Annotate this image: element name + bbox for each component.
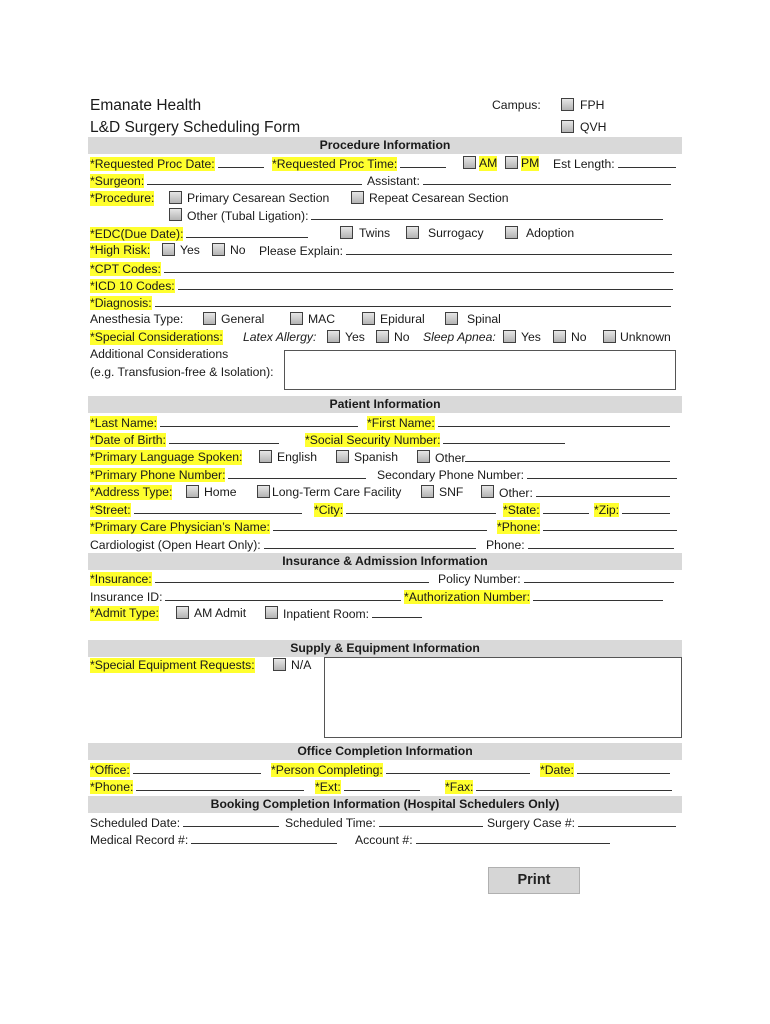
insurance-id-label: Insurance ID: [90,590,163,604]
first-name-field[interactable] [438,415,670,427]
high-risk-yes-checkbox[interactable] [162,243,175,256]
general-label: General [221,312,265,326]
adoption-label: Adoption [526,226,575,240]
na-label: N/A [291,658,312,672]
latex-yes-label: Yes [345,330,365,344]
procedure-label: *Procedure: [90,191,155,205]
inpatient-room-field[interactable] [372,606,422,618]
sleep-unknown-checkbox[interactable] [603,330,616,343]
language-other-field[interactable] [465,450,670,462]
authorization-field[interactable] [533,589,663,601]
snf-label: SNF [439,485,464,499]
supply-section-header: Supply & Equipment Information [88,640,682,657]
pcp-label: *Primary Care Physician’s Name: [90,520,270,534]
diagnosis-field[interactable] [155,295,671,307]
na-checkbox[interactable] [273,658,286,671]
state-field[interactable] [543,502,589,514]
campus-qvh-checkbox[interactable] [561,120,574,133]
cpt-label: *CPT Codes: [90,262,161,276]
procedure-section-header: Procedure Information [88,137,682,154]
secondary-phone-label: Secondary Phone Number: [377,468,525,482]
date-field[interactable] [577,762,670,774]
address-type-label: *Address Type: [90,485,173,499]
state-label: *State: [503,503,540,517]
admit-type-label: *Admit Type: [90,606,159,620]
policy-number-label: Policy Number: [438,572,521,586]
person-completing-field[interactable] [386,762,530,774]
dob-field[interactable] [169,432,279,444]
anesthesia-label: Anesthesia Type: [90,312,184,326]
english-label: English [277,450,317,464]
icd-label: *ICD 10 Codes: [90,279,175,293]
am-label: AM [479,156,498,170]
spanish-checkbox[interactable] [336,450,349,463]
person-completing-label: *Person Completing: [271,763,383,777]
est-length-field[interactable] [618,156,676,168]
office-phone-field[interactable] [136,779,304,791]
account-field[interactable] [416,832,610,844]
address-other-checkbox[interactable] [481,485,494,498]
additional-considerations-example: (e.g. Transfusion-free & Isolation): [90,365,274,379]
repeat-cesarean-label: Repeat Cesarean Section [369,191,509,205]
scheduled-time-label: Scheduled Time: [285,816,376,830]
account-label: Account #: [355,833,413,847]
cardiologist-phone-label: Phone: [486,538,525,552]
zip-label: *Zip: [594,503,620,517]
scheduled-time-field[interactable] [379,815,483,827]
surgery-case-label: Surgery Case #: [487,816,576,830]
assistant-field[interactable] [423,173,671,185]
language-other-label: Other [435,451,466,465]
office-phone-label: *Phone: [90,780,134,794]
pcp-phone-field[interactable] [543,519,677,531]
req-date-field[interactable] [218,156,264,168]
date-label: *Date: [540,763,574,777]
language-other-checkbox[interactable] [417,450,430,463]
pm-label: PM [521,156,540,170]
am-checkbox[interactable] [463,156,476,169]
fax-field[interactable] [476,779,672,791]
req-time-label: *Requested Proc Time: [272,157,398,171]
adoption-checkbox[interactable] [505,226,518,239]
epidural-checkbox[interactable] [362,312,375,325]
other-tubal-checkbox[interactable] [169,208,182,221]
pm-checkbox[interactable] [505,156,518,169]
ltc-checkbox[interactable] [257,485,270,498]
city-label: *City: [314,503,344,517]
latex-yes-checkbox[interactable] [327,330,340,343]
spanish-label: Spanish [354,450,399,464]
please-explain-field[interactable] [346,243,672,255]
high-risk-no-checkbox[interactable] [212,243,225,256]
booking-section-header: Booking Completion Information (Hospital Schedulers Only) [88,796,682,813]
latex-no-label: No [394,330,410,344]
spinal-checkbox[interactable] [445,312,458,325]
edc-field[interactable] [186,226,308,238]
dob-label: *Date of Birth: [90,433,166,447]
twins-label: Twins [359,226,391,240]
latex-no-checkbox[interactable] [376,330,389,343]
am-admit-checkbox[interactable] [176,606,189,619]
zip-field[interactable] [622,502,670,514]
surrogacy-checkbox[interactable] [406,226,419,239]
address-other-label: Other: [499,486,533,500]
primary-phone-label: *Primary Phone Number: [90,468,226,482]
surgery-case-field[interactable] [578,815,676,827]
campus-label: Campus: [492,98,541,112]
home-checkbox[interactable] [186,485,199,498]
snf-checkbox[interactable] [421,485,434,498]
english-checkbox[interactable] [259,450,272,463]
surrogacy-label: Surrogacy [428,226,484,240]
campus-qvh-label: QVH [580,120,607,134]
additional-considerations-textbox[interactable] [284,350,676,390]
medical-record-field[interactable] [191,832,337,844]
inpatient-room-label: Inpatient Room: [283,607,370,621]
req-date-label: *Requested Proc Date: [90,157,215,171]
ssn-label: *Social Security Number: [305,433,441,447]
primary-cesarean-label: Primary Cesarean Section [187,191,330,205]
mac-checkbox[interactable] [290,312,303,325]
medical-record-label: Medical Record #: [90,833,189,847]
home-label: Home [204,485,237,499]
sleep-apnea-label: Sleep Apnea: [423,330,496,344]
org-name: Emanate Health [90,97,202,114]
secondary-phone-field[interactable] [527,467,677,479]
pcp-phone-label: *Phone: [497,520,541,534]
icd-field[interactable] [178,278,673,290]
surgeon-field[interactable] [147,173,362,185]
cardiologist-field[interactable] [264,537,476,549]
am-admit-label: AM Admit [194,606,247,620]
sleep-yes-label: Yes [521,330,541,344]
please-explain-label: Please Explain: [259,244,344,258]
diagnosis-label: *Diagnosis: [90,296,152,310]
insurance-label: *Insurance: [90,572,152,586]
cardiologist-phone-field[interactable] [528,537,674,549]
sleep-no-checkbox[interactable] [553,330,566,343]
edc-label: *EDC(Due Date): [90,227,184,241]
inpatient-checkbox[interactable] [265,606,278,619]
first-name-label: *First Name: [367,416,435,430]
scheduled-date-label: Scheduled Date: [90,816,181,830]
sleep-yes-checkbox[interactable] [503,330,516,343]
est-length-label: Est Length: [553,157,615,171]
latex-allergy-label: Latex Allergy: [243,330,317,344]
address-other-field[interactable] [536,485,670,497]
epidural-label: Epidural [380,312,425,326]
insurance-section-header: Insurance & Admission Information [88,553,682,570]
street-field[interactable] [134,502,302,514]
patient-section-header: Patient Information [88,396,682,413]
print-button[interactable]: Print [488,867,580,894]
office-field[interactable] [133,762,261,774]
office-section-header: Office Completion Information [88,743,682,760]
campus-fph-checkbox[interactable] [561,98,574,111]
req-time-field[interactable] [400,156,446,168]
office-label: *Office: [90,763,130,777]
sleep-no-label: No [571,330,587,344]
repeat-cesarean-checkbox[interactable] [351,191,364,204]
fax-label: *Fax: [445,780,474,794]
other-tubal-field[interactable] [311,208,663,220]
ext-label: *Ext: [315,780,341,794]
special-equipment-label: *Special Equipment Requests: [90,658,255,672]
pcp-field[interactable] [273,519,487,531]
additional-considerations-label: Additional Considerations [90,347,229,361]
general-checkbox[interactable] [203,312,216,325]
city-field[interactable] [346,502,496,514]
last-name-label: *Last Name: [90,416,158,430]
surgeon-label: *Surgeon: [90,174,145,188]
cpt-field[interactable] [164,261,674,273]
primary-phone-field[interactable] [228,467,366,479]
policy-number-field[interactable] [524,571,674,583]
language-label: *Primary Language Spoken: [90,450,243,464]
other-tubal-label: Other (Tubal Ligation): [187,209,309,223]
insurance-field[interactable] [155,571,429,583]
high-risk-no-label: No [230,243,246,257]
last-name-field[interactable] [160,415,358,427]
special-equipment-textbox[interactable] [324,657,682,738]
special-considerations-label: *Special Considerations: [90,330,223,344]
high-risk-yes-label: Yes [180,243,200,257]
cardiologist-label: Cardiologist (Open Heart Only): [90,538,261,552]
ssn-field[interactable] [443,432,565,444]
twins-checkbox[interactable] [340,226,353,239]
insurance-id-field[interactable] [165,589,401,601]
mac-label: MAC [308,312,336,326]
form-title: L&D Surgery Scheduling Form [90,119,301,136]
sleep-unknown-label: Unknown [620,330,671,344]
assistant-label: Assistant: [367,174,420,188]
high-risk-label: *High Risk: [90,243,151,257]
authorization-label: *Authorization Number: [404,590,530,604]
spinal-label: Spinal [467,312,501,326]
ltc-label: Long-Term Care Facility [272,485,402,499]
street-label: *Street: [90,503,131,517]
scheduled-date-field[interactable] [183,815,279,827]
ext-field[interactable] [344,779,420,791]
primary-cesarean-checkbox[interactable] [169,191,182,204]
campus-fph-label: FPH [580,98,605,112]
